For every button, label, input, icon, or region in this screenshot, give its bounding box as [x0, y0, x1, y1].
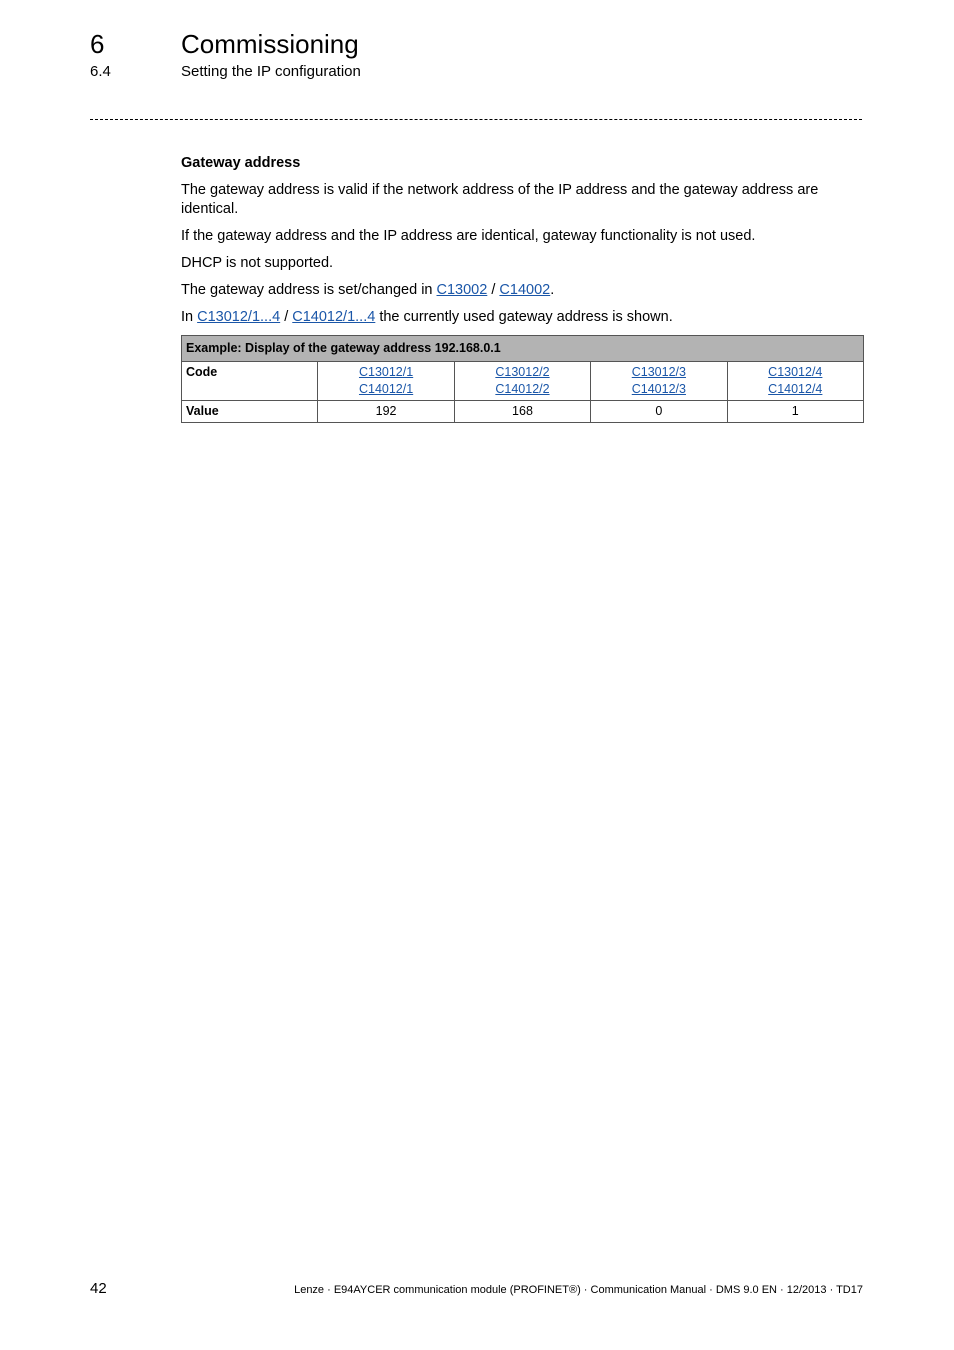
- paragraph-functionality: If the gateway address and the IP address are identical, gateway functionality is not used.: [181, 228, 756, 244]
- link-c14012-4[interactable]: C14012/4: [768, 382, 823, 396]
- chapter-number: 6: [90, 29, 105, 59]
- value-cell-1: 192: [318, 401, 454, 423]
- table-caption: Example: Display of the gateway address 192.168.0.1: [182, 336, 864, 362]
- link-c14002[interactable]: C14002: [499, 282, 551, 298]
- value-cell-3: 0: [591, 401, 727, 423]
- paragraph-set-changed: [181, 281, 865, 300]
- value-row-label: Value: [182, 401, 318, 423]
- table-row-code: [182, 362, 864, 401]
- table-caption-row: [182, 336, 864, 362]
- footer-text: Lenze · E94AYCER communication module (PROFINET®) · Communication Manual · DMS 9.0 EN · 12/2013 · TD17: [294, 1284, 863, 1296]
- section-title: Setting the IP configuration: [181, 63, 361, 80]
- text-segment: .: [550, 282, 555, 298]
- table-row-value: [182, 401, 864, 423]
- chapter-title: Commissioning: [181, 29, 359, 59]
- link-c13002[interactable]: C13002: [436, 282, 488, 298]
- text-segment: The gateway address is set/changed in: [181, 282, 437, 298]
- link-c13012-1[interactable]: C13012/1: [358, 365, 414, 379]
- text-segment: In: [181, 309, 198, 325]
- link-c13012-range[interactable]: C13012/1...4: [197, 309, 281, 325]
- link-c14012-range[interactable]: C14012/1...4: [292, 309, 376, 325]
- value-cell-4: 1: [727, 401, 863, 423]
- link-c13012-2[interactable]: C13012/2: [495, 365, 550, 379]
- link-c13012-4[interactable]: C13012/4: [768, 365, 823, 379]
- main-content: [181, 153, 865, 423]
- link-c14012-2[interactable]: C14012/2: [495, 382, 550, 396]
- text-separator: /: [487, 282, 500, 298]
- page-number: 42: [90, 1280, 107, 1297]
- section-number: 6.4: [90, 63, 111, 80]
- code-cell-1: [318, 362, 454, 401]
- paragraph-dhcp: DHCP is not supported.: [181, 255, 334, 271]
- paragraph-currently-used: [181, 308, 865, 327]
- text-segment: the currently used gateway address is shown.: [375, 309, 673, 325]
- link-c13012-3[interactable]: C13012/3: [631, 365, 686, 379]
- section-heading: Gateway address: [181, 155, 301, 171]
- link-c14012-1[interactable]: C14012/1: [358, 382, 414, 396]
- text-separator: /: [280, 309, 293, 325]
- code-cell-2: [454, 362, 590, 401]
- header-divider: [90, 119, 862, 120]
- value-cell-2: 168: [454, 401, 590, 423]
- code-row-label: Code: [182, 362, 318, 401]
- code-cell-3: [591, 362, 727, 401]
- paragraph-validity: The gateway address is valid if the network address of the IP address and the gateway address are identical.: [181, 182, 819, 217]
- example-table: [181, 335, 864, 423]
- link-c14012-3[interactable]: C14012/3: [631, 382, 686, 396]
- code-cell-4: [727, 362, 863, 401]
